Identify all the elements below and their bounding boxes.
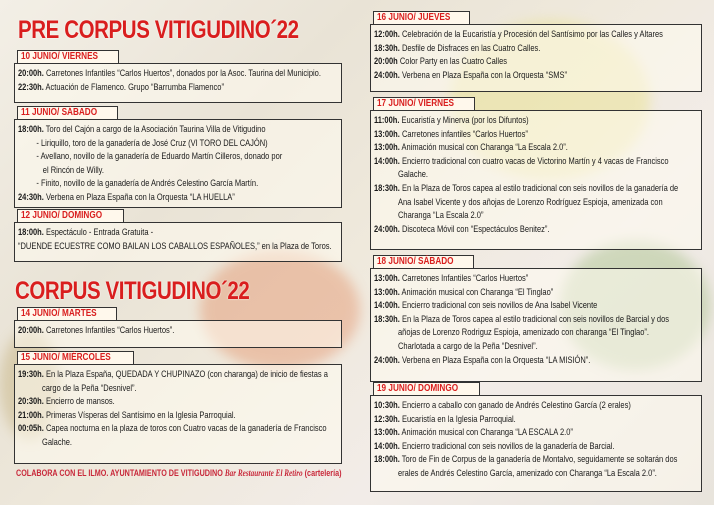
- event-item: [18, 381, 344, 395]
- event-list: [374, 27, 704, 81]
- day-label-text: 15 JUNIO/ MIÉRCOLES: [21, 352, 111, 363]
- event-time: 22:30h.: [18, 80, 44, 92]
- event-item: [374, 167, 704, 181]
- event-item: [374, 140, 704, 154]
- event-time: 19:30h.: [18, 368, 44, 379]
- event-item: [18, 66, 344, 80]
- event-time: 20:00h: [374, 55, 398, 67]
- event-description: el Rincón de Willy.: [42, 163, 104, 175]
- day-label: [17, 209, 124, 223]
- event-item: [374, 68, 704, 82]
- event-description: Encierro tradicional con seis novillos de Ana Isabel Vicente: [401, 299, 598, 311]
- day-label: [373, 255, 474, 269]
- footer-credits: [16, 468, 341, 478]
- event-item: [374, 54, 704, 68]
- event-item: [374, 325, 704, 339]
- event-description: En la Plaza de Toros capea al estilo tradicional con seis novillos de Barcial y dos: [401, 312, 670, 324]
- event-time: 18:00h.: [18, 226, 44, 237]
- event-time: 24:00h.: [374, 353, 400, 365]
- event-time: 24:30h.: [18, 190, 44, 202]
- event-description: Animación musical con Charanga “El Tinglao”: [401, 285, 554, 297]
- event-description: Animación musical con Charanga “La Escala 2.0”.: [401, 141, 568, 153]
- event-description: Desfile de Disfraces en las Cuatro Calles.: [401, 41, 541, 53]
- event-item: [18, 190, 344, 204]
- day-label: [17, 50, 119, 64]
- day-box-14: [14, 308, 342, 348]
- event-time: 12:00h.: [374, 28, 400, 39]
- event-time: 21:00h.: [18, 408, 44, 420]
- event-item: [374, 222, 704, 236]
- flowers-decoration: [200, 250, 360, 370]
- event-time: 20:30h.: [18, 395, 44, 407]
- event-time: 14:00h.: [374, 439, 400, 451]
- event-item: [18, 323, 344, 337]
- day-label: [17, 351, 134, 365]
- event-description: En la Plaza de Toros capea al estilo tradicional con seis novillos de la ganadería de: [401, 181, 679, 193]
- event-description: Verbena en Plaza España con la Orquesta “SMS”: [401, 68, 568, 80]
- event-description: Encierro tradicional con cuatro vacas de Victorino Martín y 4 vacas de Francisco: [401, 154, 669, 166]
- event-item: [374, 412, 704, 426]
- day-box-18: [370, 256, 702, 382]
- event-description: Capea nocturna en la plaza de toros con Cuatro vacas de la ganadería de Francisco: [45, 422, 327, 434]
- day-label: [373, 97, 475, 111]
- event-time: 18:30h.: [374, 312, 400, 324]
- event-time: 18:30h.: [374, 41, 400, 53]
- event-description: Ana Isabel Vicente y dos añojas de Lorenzo Rodríguez Espioja, amenizada con: [398, 195, 663, 207]
- event-time: 12:30h.: [374, 412, 400, 424]
- event-list: [18, 225, 344, 252]
- day-box-19: [370, 383, 702, 492]
- event-item: [18, 239, 344, 253]
- event-description: Celebración de la Eucaristía y Procesión del Santísimo por las Calles y Altares: [401, 28, 663, 39]
- day-box-17: [370, 98, 702, 250]
- event-time: 14:00h.: [374, 154, 400, 166]
- event-description: cargo de la Peña “Desnivel”.: [42, 381, 137, 393]
- event-description: - Liriquillo, toro de la ganadería de José Cruz (VI TORO DEL CAJÓN): [36, 136, 268, 148]
- day-box-15: [14, 352, 342, 464]
- event-description: Eucaristía en la Iglesia Parroquial.: [401, 412, 516, 424]
- event-description: Verbena en Plaza España con la Orquesta “LA HUELLA”: [45, 190, 235, 202]
- sponsor-name: Bar Restaurante El Retiro: [224, 468, 303, 478]
- event-time: 24:00h.: [374, 222, 400, 234]
- event-item: [18, 80, 344, 94]
- event-time: 13:00h.: [374, 127, 400, 139]
- event-description: Carretones Infantiles “Carlos Huertos”.: [45, 324, 175, 335]
- event-item: [18, 122, 344, 136]
- event-time: 20:00h.: [18, 67, 44, 78]
- event-description: añojas de Lorenzo Rodriguz Espioja, amenizado con charanga “El Tinglao”.: [398, 326, 649, 338]
- event-description: Verbena en Plaza España con la Orquesta “LA MISIÓN”.: [401, 353, 591, 365]
- event-description: - Finito, novillo de la ganadería de Andrés Celestino García Martín.: [36, 177, 259, 189]
- event-item: [18, 176, 344, 190]
- day-box-16: [370, 12, 702, 92]
- event-description: En la Plaza España, QUEDADA Y CHUPINAZO (con charanga) de inicio de fiestas a: [45, 368, 328, 379]
- event-time: 24:00h.: [374, 68, 400, 80]
- event-description: Encierro de mansos.: [45, 395, 115, 407]
- event-description: Eucaristía y Minerva (por los Difuntos): [401, 114, 529, 125]
- day-label-text: 12 JUNIO/ DOMINGO: [21, 210, 103, 221]
- event-item: [374, 353, 704, 367]
- event-list: [18, 323, 344, 337]
- event-description: Discoteca Móvil con “Espectáculos Benitez”.: [401, 222, 550, 234]
- event-list: [18, 66, 344, 93]
- event-time: 18:00h.: [374, 453, 400, 465]
- day-label: [373, 382, 480, 396]
- event-item: [374, 208, 704, 222]
- event-item: [374, 154, 704, 168]
- event-time: 13:00h.: [374, 272, 400, 283]
- event-item: [374, 398, 704, 412]
- event-item: [374, 339, 704, 353]
- event-description: Charanga “La Escala 2.0”: [398, 209, 484, 221]
- event-list: [18, 122, 344, 204]
- event-description: Actuación de Flamenco. Grupo “Barrumba Flamenco”: [45, 80, 224, 92]
- event-item: [374, 127, 704, 141]
- event-item: [374, 181, 704, 195]
- event-item: [18, 435, 344, 449]
- event-description: Primeras Vísperas del Santísimo en la Iglesia Parroquial.: [45, 408, 236, 420]
- event-time: 13:00h.: [374, 285, 400, 297]
- event-item: [18, 421, 344, 435]
- event-description: Carretones infantiles “Carlos Huertos”: [401, 127, 528, 139]
- day-box-10: [14, 51, 342, 103]
- event-description: Color Party en las Cuatro Calles: [399, 55, 507, 67]
- event-description: - Avellano, novillo de la ganadería de Eduardo Martín Cilleros, donado por: [36, 150, 283, 162]
- event-item: [18, 408, 344, 422]
- event-time: 20:00h.: [18, 324, 44, 335]
- event-description: Toro de Fin de Corpus de la ganadería de Montalvo, seguidamente se soltarán dos: [401, 453, 678, 465]
- event-description: Toro del Cajón a cargo de la Asociación Taurina Villa de Vitigudino: [45, 123, 266, 134]
- event-list: [374, 271, 704, 366]
- day-label-text: 11 JUNIO/ SÁBADO: [21, 107, 98, 118]
- event-description: Galache.: [42, 435, 73, 447]
- event-item: [374, 285, 704, 299]
- event-item: [374, 113, 704, 127]
- event-list: [18, 367, 344, 449]
- event-item: [18, 367, 344, 381]
- day-label-text: 18 JUNIO/ SÁBADO: [377, 256, 454, 267]
- event-description: Espectáculo - Entrada Gratuita -: [45, 226, 154, 237]
- corpus-title: CORPUS VITIGUDINO´22: [15, 277, 250, 305]
- day-label-text: 14 JUNIO/ MARTES: [21, 308, 97, 319]
- day-label-text: 10 JUNIO/ VIERNES: [21, 51, 99, 62]
- event-time: 18:30h.: [374, 181, 400, 193]
- day-label-text: 17 JUNIO/ VIERNES: [377, 98, 455, 109]
- day-label-text: 19 JUNIO/ DOMINGO: [377, 383, 459, 394]
- event-item: [18, 149, 344, 163]
- event-item: [374, 27, 704, 41]
- event-item: [374, 466, 704, 480]
- event-item: [18, 136, 344, 150]
- day-label: [17, 106, 118, 120]
- footer-text: COLABORA CON EL ILMO. AYUNTAMIENTO DE VITIGUDINO: [16, 468, 223, 478]
- event-description: Encierro a caballo con ganado de Andrés Celestino García (2 erales): [401, 399, 631, 410]
- day-box-12: [14, 210, 342, 262]
- event-item: [18, 394, 344, 408]
- pre-corpus-title: PRE CORPUS VITIGUDINO´22: [18, 16, 299, 44]
- event-description: Encierro tradicional con seis novillos de la ganadería de Barcial.: [401, 439, 615, 451]
- event-time: 13:00h.: [374, 426, 400, 438]
- event-description: erales de Andrés Celestino García, amenizado con Charanga “La Escala 2.0”.: [398, 466, 657, 478]
- event-description: “DUENDE ECUESTRE COMO BAILAN LOS CABALLOS ESPAÑOLES,” en la Plaza de Toros.: [18, 239, 332, 251]
- event-item: [374, 195, 704, 209]
- event-description: Animación musical con Charanga “LA ESCALA 2.0”: [401, 426, 573, 438]
- event-description: Galache.: [398, 168, 429, 180]
- event-item: [18, 225, 344, 239]
- day-label: [373, 11, 470, 25]
- day-label-text: 16 JUNIO/ JUEVES: [377, 12, 451, 23]
- event-time: 14:00h.: [374, 299, 400, 311]
- event-time: 13:00h.: [374, 141, 400, 153]
- event-item: [374, 298, 704, 312]
- event-item: [374, 452, 704, 466]
- event-time: 11:00h.: [374, 114, 400, 125]
- event-item: [18, 163, 344, 177]
- event-time: 10:30h.: [374, 399, 400, 410]
- sponsor-note: (cartelería): [304, 468, 342, 478]
- day-label: [17, 307, 117, 321]
- event-item: [374, 41, 704, 55]
- event-item: [374, 425, 704, 439]
- event-description: Carretones Infantiles “Carlos Huertos”: [401, 272, 529, 283]
- event-list: [374, 113, 704, 235]
- event-item: [374, 271, 704, 285]
- event-description: Charlotada a cargo de la Peña “Desnivel”.: [398, 339, 538, 351]
- day-box-11: [14, 107, 342, 208]
- event-item: [374, 312, 704, 326]
- event-time: 00:05h.: [18, 422, 44, 434]
- event-list: [374, 398, 704, 480]
- event-time: 18:00h.: [18, 123, 44, 134]
- event-item: [374, 439, 704, 453]
- event-description: Carretones Infantiles “Carlos Huertos”, donados por la Asoc. Taurina del Municipio.: [45, 67, 321, 78]
